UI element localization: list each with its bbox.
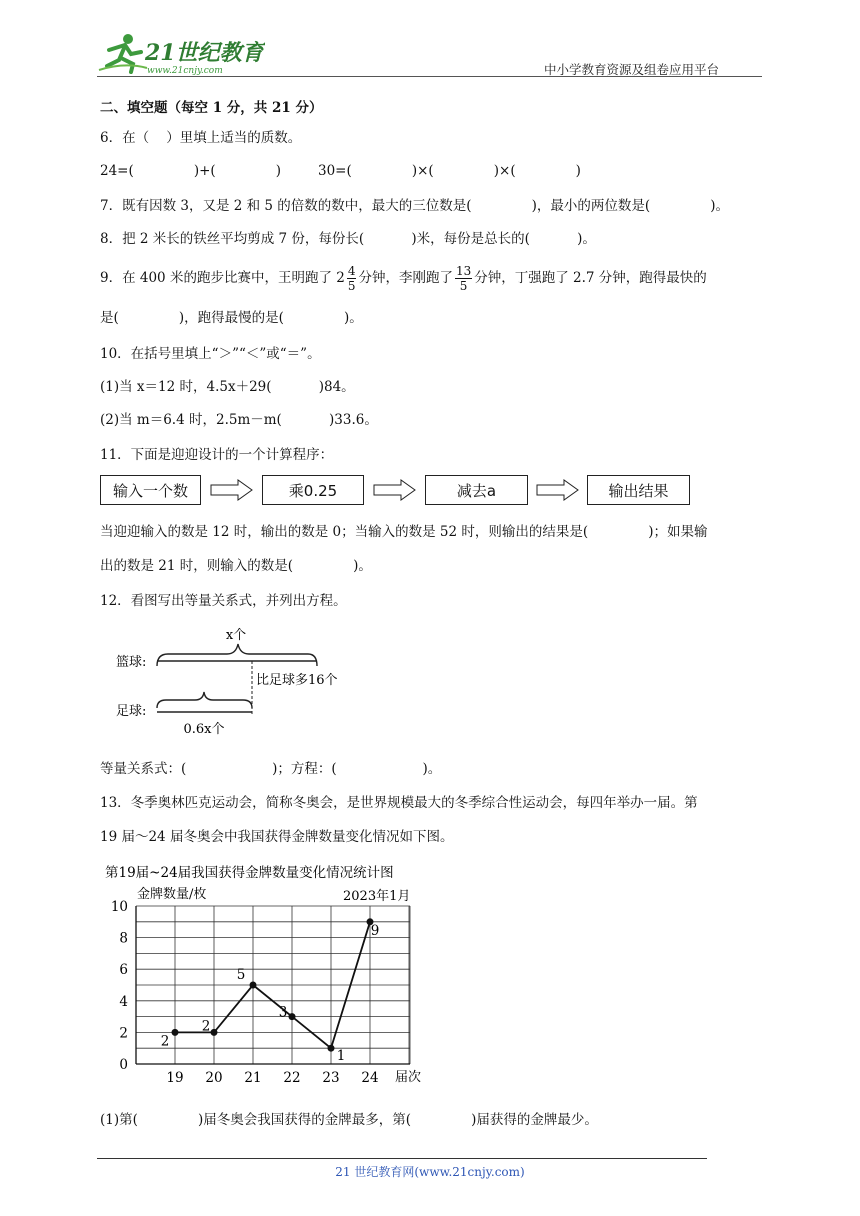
q9-fraction-2 — [455, 264, 472, 293]
q6-expr2: 30=( )×( )×( ) — [318, 163, 581, 179]
y-tick-label: 4 — [119, 993, 128, 1010]
flow-box-subtract: 减去a — [425, 475, 528, 505]
data-label: 9 — [370, 922, 380, 939]
section-title: 二、填空题（每空 1 分，共 21 分） — [100, 100, 323, 116]
label-x: x个 — [225, 628, 247, 643]
flow-arrow-icon — [536, 479, 580, 501]
data-point — [289, 1013, 296, 1020]
y-tick-label: 8 — [119, 930, 128, 947]
data-point — [172, 1029, 179, 1036]
label-football: 足球: — [116, 704, 147, 719]
q13-sub1: (1)第( )届冬奥会我国获得的金牌最多，第( )届获得的金牌最少。 — [100, 1112, 598, 1128]
data-label: 5 — [236, 967, 246, 983]
bottom-brace — [157, 692, 252, 708]
x-tick-label: 22 — [283, 1070, 301, 1086]
y-tick-label: 6 — [119, 962, 128, 979]
chart-title: 第19届~24届我国获得金牌数量变化情况统计图 — [105, 865, 394, 881]
q11-stem: 11．下面是迎迎设计的一个计算程序： — [100, 447, 334, 463]
q9-frac2-numerator: 13 — [455, 264, 472, 278]
header — [0, 0, 860, 80]
q11-line1: 当迎迎输入的数是 12 时，输出的数是 0；当输入的数是 52 时，则输出的结果是( )；如果输 — [100, 524, 708, 540]
y-tick-label: 2 — [119, 1025, 128, 1042]
data-point — [211, 1029, 218, 1036]
chart-grid — [136, 906, 410, 1064]
footer-divider — [97, 1158, 707, 1159]
flow-box-multiply: 乘0.25 — [262, 475, 364, 505]
platform-name: 中小学教育资源及组卷应用平台 — [544, 62, 720, 77]
logo-url: www.21cnjy.com — [147, 66, 223, 76]
q12-stem: 12．看图写出等量关系式，并列出方程。 — [100, 593, 347, 609]
flow-box-output: 输出结果 — [587, 475, 690, 505]
top-brace — [157, 644, 317, 666]
logo — [95, 32, 265, 76]
x-tick-label: 19 — [166, 1070, 184, 1086]
logo-runner-icon — [99, 34, 147, 72]
q9-part-c: 分钟，丁强跑了 2.7 分钟，跑得最快的 — [474, 270, 707, 286]
q12-answer: 等量关系式：( )；方程：( )。 — [100, 761, 442, 777]
q8-text: 8．把 2 米长的铁丝平均剪成 7 份，每份长( )米，每份是总长的( )。 — [100, 231, 596, 247]
q12-diagram — [100, 620, 360, 744]
q13-line1: 13．冬季奥林匹克运动会，简称冬奥会，是世界规模最大的冬季综合性运动会，每四年举办一届。第 — [100, 795, 698, 811]
data-point — [328, 1045, 335, 1052]
y-tick-label: 0 — [119, 1057, 128, 1073]
q9-part-b: 分钟，李刚跑了 — [358, 270, 453, 286]
data-label: 3 — [278, 1004, 288, 1021]
x-tick-label: 21 — [244, 1070, 262, 1086]
data-label: 2 — [160, 1033, 170, 1050]
q9-fraction-1 — [347, 264, 357, 293]
x-tick-label: 24 — [361, 1070, 379, 1086]
q11-line2: 出的数是 21 时，则输入的数是( )。 — [100, 558, 372, 574]
logo-text: 21世纪教育 — [145, 40, 264, 66]
q9-part-a: 9．在 400 米的跑步比赛中，王明跑了 2 — [100, 270, 345, 286]
q6-expr1: 24=( )+( ) — [100, 163, 282, 179]
y-tick-label: 10 — [110, 899, 128, 915]
q6-stem: 6．在（ ）里填上适当的质数。 — [100, 130, 302, 146]
chart-ylabel: 金牌数量/枚 — [137, 887, 207, 902]
x-tick-label: 20 — [205, 1070, 223, 1086]
q10-sub2: (2)当 m＝6.4 时，2.5m－m( )33.6。 — [100, 412, 378, 428]
q13-line2: 19 届～24 届冬奥会中我国获得金牌数量变化情况如下图。 — [100, 829, 454, 845]
q10-stem: 10．在括号里填上“＞”“＜”或“＝”。 — [100, 346, 321, 362]
q9-frac1-numerator: 4 — [347, 264, 356, 278]
q9-frac1-denominator: 5 — [347, 279, 356, 293]
label-06x: 0.6x个 — [183, 722, 225, 737]
data-label: 1 — [336, 1048, 346, 1065]
flow-box-input: 输入一个数 — [100, 475, 201, 505]
header-divider — [97, 76, 762, 77]
q9-line2: 是( )，跑得最慢的是( )。 — [100, 310, 363, 326]
q10-sub1: (1)当 x＝12 时，4.5x＋29( )84。 — [100, 379, 355, 395]
data-label: 2 — [201, 1018, 211, 1035]
flow-arrow-icon — [210, 479, 254, 501]
data-point — [250, 982, 257, 989]
chart-data-labels — [161, 923, 380, 1064]
q9-frac2-denominator: 5 — [459, 279, 468, 293]
flow-arrow-icon — [373, 479, 417, 501]
x-tick-label: 23 — [322, 1070, 340, 1086]
label-basketball: 篮球: — [116, 655, 147, 670]
chart-xlabel: 届次 — [395, 1070, 422, 1085]
label-difference: 比足球多16个 — [256, 673, 338, 688]
chart-date-note: 2023年1月 — [343, 889, 411, 904]
q9-line1 — [100, 261, 707, 295]
q7-text: 7．既有因数 3，又是 2 和 5 的倍数的数中，最大的三位数是( )，最小的两位数是( )。 — [100, 198, 730, 214]
footer-text: 21 世纪教育网(www.21cnjy.com) — [335, 1165, 525, 1179]
gold-medal-line-chart — [100, 858, 440, 1090]
